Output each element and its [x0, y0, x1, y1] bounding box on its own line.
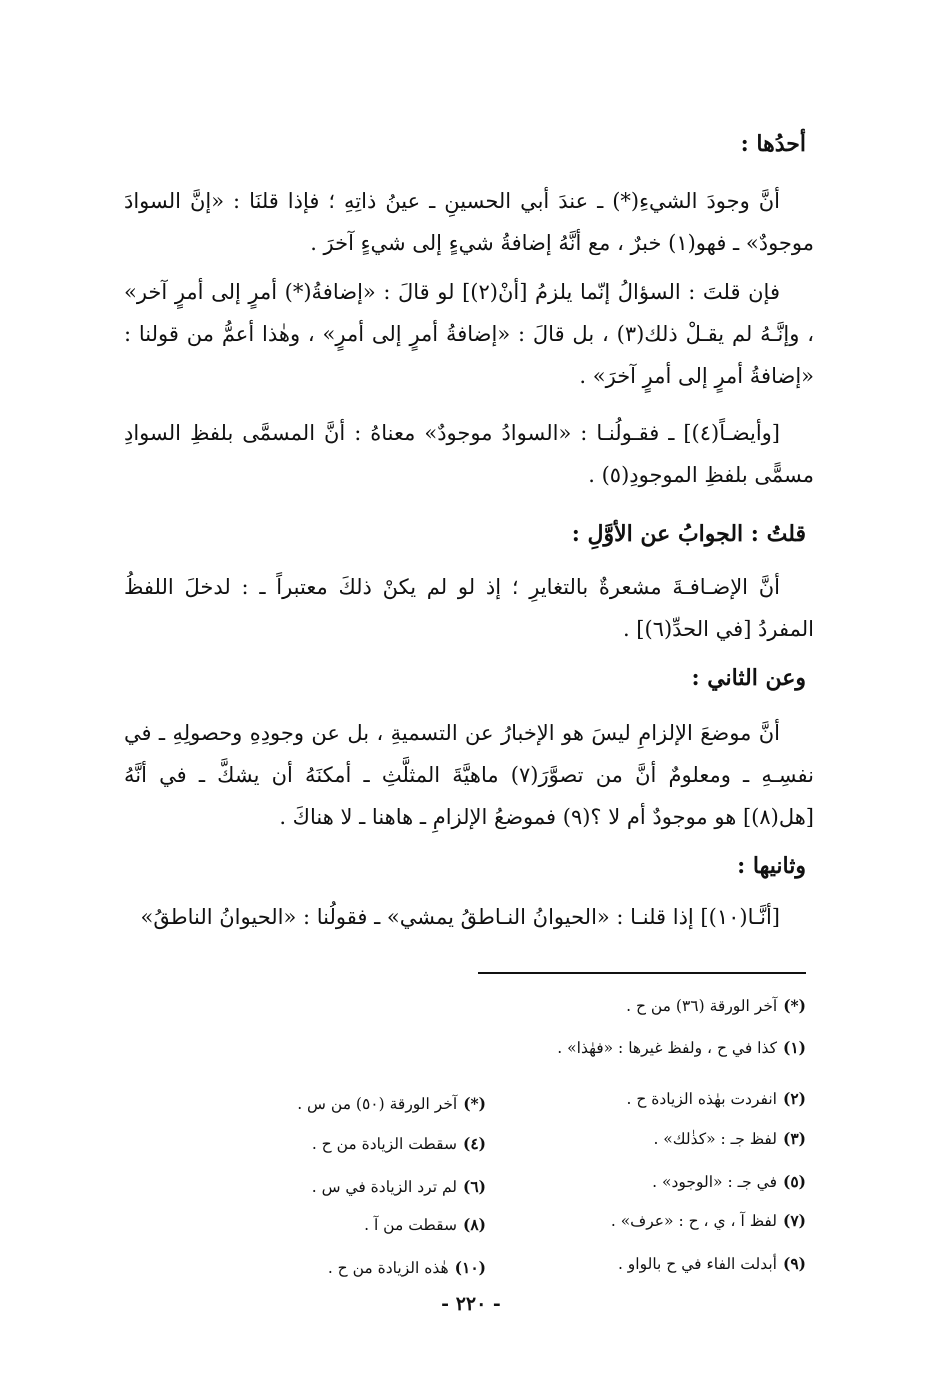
footnote — [557, 1037, 806, 1059]
section-heading-answer-first: قلتُ : الجوابُ عن الأوَّلِ : — [571, 521, 806, 547]
footnote-number: (٨) — [462, 1215, 486, 1234]
footnote-text: كذا في ح ، ولفظ غيرها : «فهٰذا» . — [557, 1039, 777, 1057]
section-heading-second-argument: وثانيها : — [737, 853, 806, 879]
footnote — [652, 1171, 806, 1193]
footnote-number: (٧) — [782, 1211, 806, 1230]
footnote-text: سقطت الزيادة من ح . — [311, 1135, 457, 1153]
paragraph-first-argument: أنَّ وجودَ الشيءِ(*) ـ عندَ أبي الحسينِ ـ عينُ ذاتِهِ ؛ فإذا قلنَا : «إنَّ السوادَ موجودٌ» ـ فهو(١) خبرٌ ، مع أنَّهُ إضافةُ شيءٍ إلى شيءٍ آخرَ . — [124, 189, 814, 255]
footnote-text: أبدلت الفاء في ح بالواو . — [617, 1255, 777, 1273]
footnote — [626, 995, 806, 1017]
footnote-text: لفظ جـ : «كذٰلك» . — [653, 1130, 777, 1148]
footnote-number: (*) — [463, 1094, 486, 1113]
paragraph-second-argument: [أنَّـا(١٠)] إذا قلنـا : «الحيوانُ النـاطقُ يمشي» ـ فقولُنا : «الحيوانُ الناطقُ» — [140, 905, 780, 929]
footnote-text: في جـ : «الوجود» . — [652, 1173, 777, 1191]
footnote — [328, 1257, 486, 1279]
footnote-text: هٰذه الزيادة من ح . — [327, 1259, 449, 1277]
page-number: - ٢٢٠ - — [441, 1293, 501, 1315]
footnote-number: (٤) — [462, 1134, 486, 1153]
section-heading-first: أحدُها : — [740, 131, 806, 157]
footnote-number: (١) — [782, 1038, 806, 1057]
footnote — [364, 1214, 486, 1236]
footnote-number: (٢) — [782, 1089, 806, 1108]
footnote-text: لفظ آ ، ي ، ح : «عرف» . — [610, 1212, 777, 1230]
footnote — [618, 1253, 806, 1275]
footnote-text: لم ترد الزيادة في س . — [311, 1178, 457, 1196]
footnote — [312, 1133, 486, 1155]
footnote — [626, 1088, 806, 1110]
footnote-separator — [478, 972, 806, 974]
footnote — [297, 1093, 486, 1115]
footnote — [611, 1210, 806, 1232]
footnote — [312, 1176, 486, 1198]
footnote-text: سقطت من آ . — [364, 1216, 457, 1234]
footnote-text: آخر الورقة (٥٠) من س . — [297, 1095, 458, 1113]
paragraph-also: [وأيضـاً(٤)] ـ فقـولُنـا : «السوادُ موجودٌ» معناهُ : أنَّ المسمَّى بلفظِ السوادِ مسمًّى بلفظِ الموجودِ(٥) . — [124, 421, 814, 487]
section-heading-second: وعن الثاني : — [691, 665, 806, 691]
paragraph-objection: فإن قلتَ : السؤالُ إنّما يلزمُ [أنْ(٢)] لو قالَ : «إضافةُ(*) أمرٍ إلى أمرٍ آخر» ، وإنَّـهُ لم يقـلْ ذلك(٣) ، بل قالَ : «إضافةُ أمرٍ إلى أمرٍ» ، وهٰذا أعمُّ من قولنا : «إضافةُ أمرٍ إلى أمرٍ آخرَ» . — [124, 280, 814, 388]
footnote-number: (٣) — [782, 1129, 806, 1148]
footnote-number: (٥) — [782, 1172, 806, 1191]
footnote-number: (٦) — [462, 1177, 486, 1196]
footnote — [653, 1128, 806, 1150]
paragraph-answer-first: أنَّ الإضـافـةَ مشعرةٌ بالتغايرِ ؛ إذ لو لم يكنْ ذلكَ معتبراً ـ : لدخلَ اللفظُ المفردُ [في الحدِّ(٦)] . — [124, 575, 814, 641]
footnote-number: (٩) — [782, 1254, 806, 1273]
footnote-text: انفردت بهٰذه الزيادة ح . — [626, 1090, 777, 1108]
paragraph-answer-second: أنَّ موضعَ الإلزامِ ليسَ هو الإخبارُ عن التسميةِ ، بل عن وجودِهِ وحصولِهِ ـ في نفسِـهِ ـ ومعلومٌ أنَّ من تصوَّرَ(٧) ماهيَّةَ المثلَّثِ ـ أمكنَهُ أن يشكَّ ـ في أنَّهُ [هل(٨)] هو موجودٌ أم لا ؟(٩) فموضعُ الإلزامِ ـ هاهنا ـ لا هناكَ . — [124, 721, 814, 829]
footnote-number: (١٠) — [454, 1258, 486, 1277]
footnote-text: آخر الورقة (٣٦) من ح . — [626, 997, 778, 1015]
footnote-number: (*) — [783, 996, 806, 1015]
